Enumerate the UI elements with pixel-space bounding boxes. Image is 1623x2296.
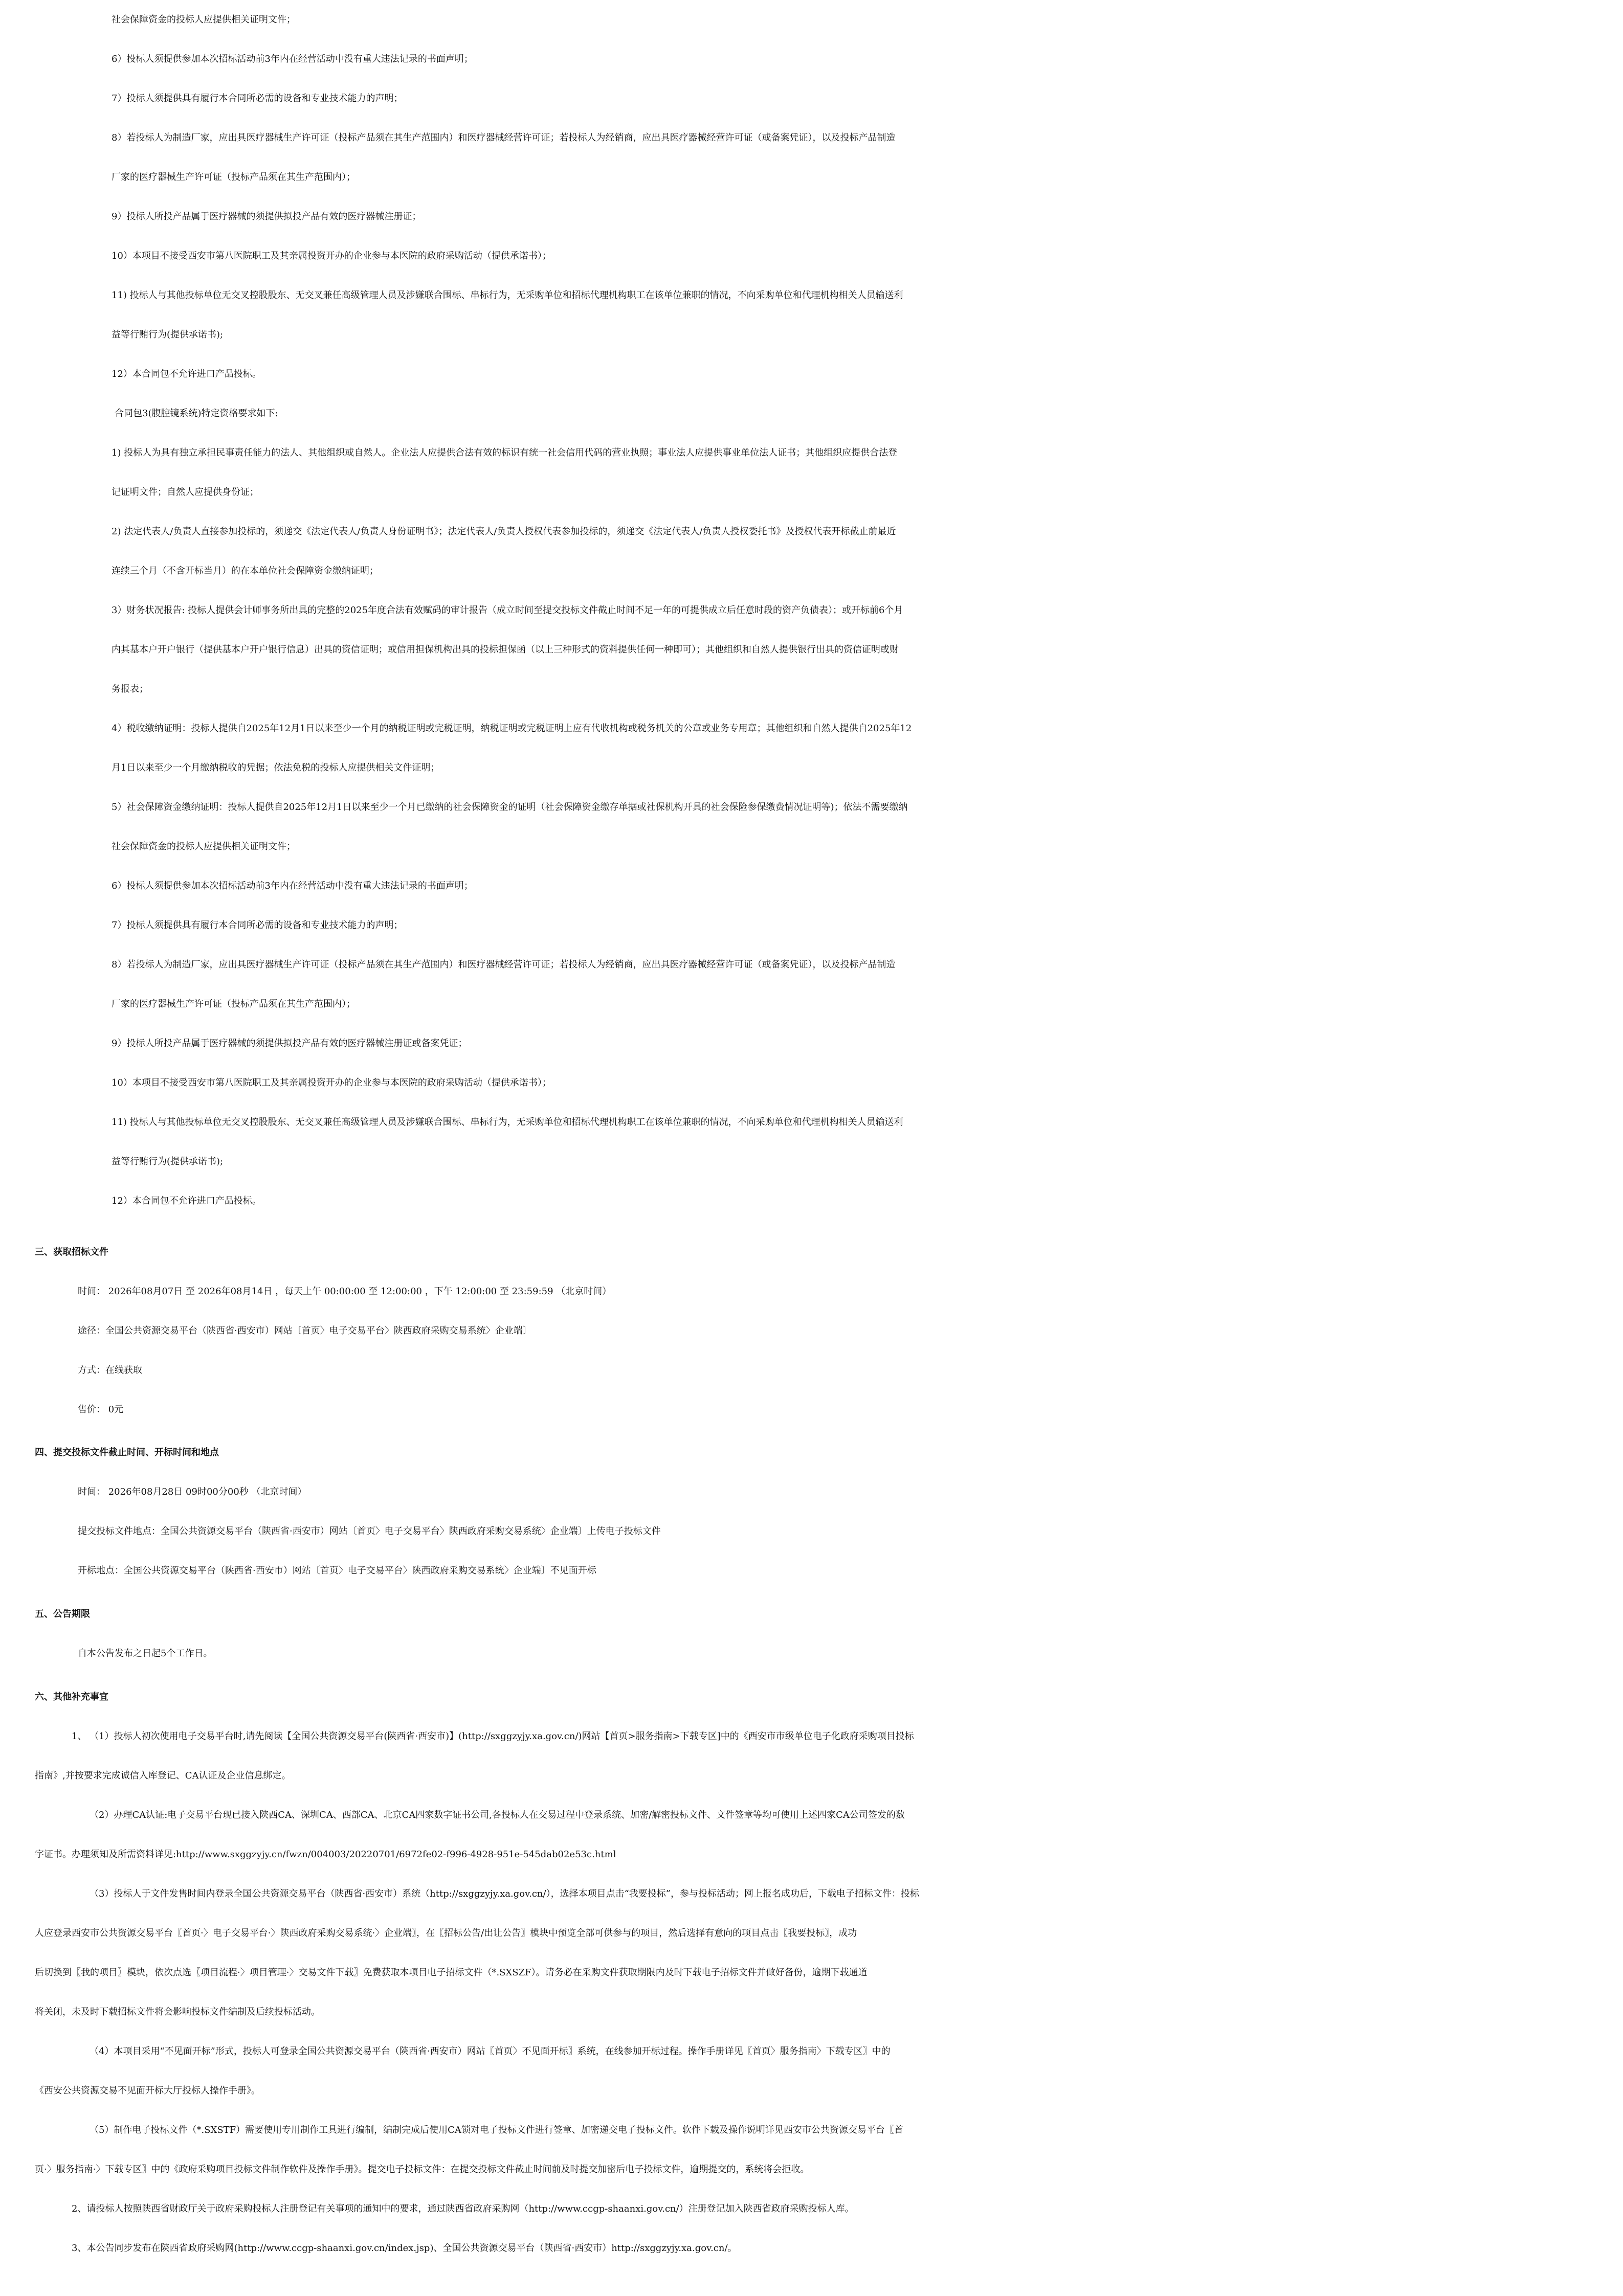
paragraph-line: 2、请投标人按照陕西省财政厅关于政府采购投标人注册登记有关事项的通知中的要求，通过陕西省政府采购网（http://www.ccgp-shaanxi.gov.cn/）注册登记加入陕西省政府采购投标人库。 (72, 2203, 854, 2214)
paragraph-line: 后切换到〖我的项目〗模块，依次点选〖项目流程·〉项目管理·〉交易文件下载〗免费获取本项目电子招标文件（*.SXSZF）。请务必在采购文件获取期限内及时下载电子招标文件并做好备份，逾期下载通道 (35, 1967, 868, 1978)
paragraph-line: （4）本项目采用“不见面开标”形式，投标人可登录全国公共资源交易平台（陕西省·西安市）网站〖首页〉不见面开标〗系统，在线参加开标过程。操作手册详见〖首页〉服务指南〉下载专区〗中的 (90, 2046, 891, 2057)
requirement-line: 5）社会保障资金缴纳证明：投标人提供自2025年12月1日以来至少一个月已缴纳的社会保障资金的证明（社会保障资金缴存单据或社保机构开具的社会保险参保缴费情况证明等)；依法不需要缴纳 (112, 802, 908, 813)
requirement-line: 6）投标人须提供参加本次招标活动前3年内在经营活动中没有重大违法记录的书面声明； (112, 881, 473, 891)
requirement-line: 社会保障资金的投标人应提供相关证明文件； (112, 14, 296, 25)
paragraph-line: 将关闭，未及时下载招标文件将会影响投标文件编制及后续投标活动。 (35, 2007, 320, 2017)
info-line: 方式：在线获取 (78, 1365, 142, 1376)
requirement-line: 记证明文件；自然人应提供身份证； (112, 487, 259, 498)
paragraph-line: 1、 （1）投标人初次使用电子交易平台时,请先阅读【全国公共资源交易平台(陕西省·西安市)】(http://sxggzyjy.xa.gov.cn/)网站【首页>服务指南>下载专区]中的《西安市市级单位电子化政府采购项目投标 (72, 1731, 914, 1742)
requirement-line: 6）投标人须提供参加本次招标活动前3年内在经营活动中没有重大违法记录的书面声明； (112, 54, 473, 64)
requirement-line: 厂家的医疗器械生产许可证（投标产品须在其生产范围内）； (112, 999, 355, 1009)
requirement-line: 厂家的医疗器械生产许可证（投标产品须在其生产范围内）； (112, 172, 355, 183)
requirement-line: 内其基本户开户银行（提供基本户开户银行信息）出具的资信证明；或信用担保机构出具的投标担保函（以上三种形式的资料提供任何一种即可）；其他组织和自然人提供银行出具的资信证明或财 (112, 644, 899, 655)
requirement-line: 8）若投标人为制造厂家，应出具医疗器械生产许可证（投标产品须在其生产范围内）和医疗器械经营许可证；若投标人为经销商，应出具医疗器械经营许可证（或备案凭证），以及投标产品制造 (112, 132, 896, 143)
paragraph-line: （2）办理CA认证:电子交易平台现已接入陕西CA、深圳CA、西部CA、北京CA四家数字证书公司,各投标人在交易过程中登录系统、加密/解密投标文件、文件签章等均可使用上述四家CA公司签发的数 (90, 1810, 905, 1820)
paragraph-line: 字证书。办理须知及所需资料详见:http://www.sxggzyjy.cn/fwzn/004003/20220701/6972fe02-f996-4928-951e-545dab02e53c.html (35, 1849, 616, 1860)
package2-requirements-continued (0, 0, 1623, 394)
requirement-line: 益等行贿行为(提供承诺书); (112, 1156, 224, 1167)
requirement-line: 4）税收缴纳证明：投标人提供自2025年12月1日以来至少一个月的纳税证明或完税证明，纳税证明或完税证明上应有代收机构或税务机关的公章或业务专用章；其他组织和自然人提供自2025年12 (112, 723, 912, 734)
info-line: 途径：全国公共资源交易平台（陕西省·西安市）网站〔首页〉电子交易平台〉陕西政府采购交易系统〉企业端〕 (78, 1325, 532, 1336)
requirement-line: 2) 法定代表人/负责人直接参加投标的，须递交《法定代表人/负责人身份证明书》；法定代表人/负责人授权代表参加投标的，须递交《法定代表人/负责人授权委托书》及授权代表开标截止前最近 (112, 526, 896, 537)
info-line: 自本公告发布之日起5个工作日。 (78, 1648, 213, 1659)
section-other-matters (0, 1677, 1623, 2268)
info-line: 提交投标文件地点：全国公共资源交易平台（陕西省·西安市）网站〔首页〉电子交易平台〉陕西政府采购交易系统〉企业端〕上传电子投标文件 (78, 1526, 661, 1537)
requirement-line: 9）投标人所投产品属于医疗器械的须提供拟投产品有效的医疗器械注册证或备案凭证； (112, 1038, 468, 1049)
requirement-line: 3）财务状况报告: 投标人提供会计师事务所出具的完整的2025年度合法有效赋码的审计报告（成立时间至提交投标文件截止时间不足一年的可提供成立后任意时段的资产负债表）；或开标前6个月 (112, 605, 903, 616)
requirement-line: 1) 投标人为具有独立承担民事责任能力的法人、其他组织或自然人。企业法人应提供合法有效的标识有统一社会信用代码的营业执照；事业法人应提供事业单位法人证书；其他组织应提供合法登 (112, 447, 898, 458)
requirement-line: 10）本项目不接受西安市第八医院职工及其亲属投资开办的企业参与本医院的政府采购活动（提供承诺书）； (112, 1077, 551, 1088)
requirement-line: 7）投标人须提供具有履行本合同所必需的设备和专业技术能力的声明； (112, 920, 403, 931)
paragraph-line: （5）制作电子投标文件（*.SXSTF）需要使用专用制作工具进行编制，编制完成后使用CA锁对电子投标文件进行签章、加密递交电子投标文件。软件下载及操作说明详见西安市公共资源交易平台〖首 (90, 2125, 903, 2135)
requirement-line: 益等行贿行为(提供承诺书); (112, 329, 224, 340)
section-notice-period (0, 1594, 1623, 1673)
requirement-line: 社会保障资金的投标人应提供相关证明文件； (112, 841, 296, 852)
paragraph-line: 页·〉服务指南·〉下载专区〗中的《政府采购项目投标文件制作软件及操作手册》。提交电子投标文件：在提交投标文件截止时间前及时提交加密后电子投标文件，逾期提交的，系统将会拒收。 (35, 2164, 810, 2175)
requirement-line: 11) 投标人与其他投标单位无交叉控股股东、无交叉兼任高级管理人员及涉嫌联合围标、串标行为，无采购单位和招标代理机构职工在该单位兼职的情况，不向采购单位和代理机构相关人员输送利 (112, 290, 903, 301)
paragraph-line: 人应登录西安市公共资源交易平台〖首页·〉电子交易平台·〉陕西政府采购交易系统·〉企业端〗，在〖招标公告/出让公告〗模块中预览全部可供参与的项目，然后选择有意向的项目点击〖我要投标〗，成功 (35, 1928, 857, 1939)
paragraph-line: 3、本公告同步发布在陕西省政府采购网(http://www.ccgp-shaanxi.gov.cn/index.jsp)、全国公共资源交易平台（陕西省·西安市）http://sxggzyjy.xa.gov.cn/。 (72, 2243, 737, 2254)
requirement-line: 月1日以来至少一个月缴纳税收的凭据；依法免税的投标人应提供相关文件证明； (112, 762, 440, 773)
section-obtain-documents (0, 1232, 1623, 1429)
requirement-line: 12）本合同包不允许进口产品投标。 (112, 1196, 261, 1206)
package3-title: 合同包3(腹腔镜系统)特定资格要求如下: (115, 408, 278, 419)
package3-requirements (0, 394, 1623, 1260)
paragraph-line: （3）投标人于文件发售时间内登录全国公共资源交易平台（陕西省·西安市）系统（http://sxggzyjy.xa.gov.cn/），选择本项目点击“我要投标”，参与投标活动；网上报名成功后，下载电子招标文件：投标 (90, 1888, 919, 1899)
section-submission-deadline (0, 1433, 1623, 1590)
requirement-line: 9）投标人所投产品属于医疗器械的须提供拟投产品有效的医疗器械注册证； (112, 211, 421, 222)
requirement-line: 7）投标人须提供具有履行本合同所必需的设备和专业技术能力的声明； (112, 93, 403, 104)
info-line: 时间： 2026年08月07日 至 2026年08月14日 ，每天上午 00:00:00 至 12:00:00 ，下午 12:00:00 至 23:59:59 （北京时间） (78, 1286, 612, 1297)
section-heading: 三、获取招标文件 (35, 1247, 108, 1257)
section-heading: 五、公告期限 (35, 1609, 90, 1619)
section-heading: 六、其他补充事宜 (35, 1692, 108, 1702)
info-line: 开标地点：全国公共资源交易平台（陕西省·西安市）网站〔首页〉电子交易平台〉陕西政府采购交易系统〉企业端〕不见面开标 (78, 1565, 596, 1576)
requirement-line: 12）本合同包不允许进口产品投标。 (112, 369, 261, 379)
requirement-line: 11) 投标人与其他投标单位无交叉控股股东、无交叉兼任高级管理人员及涉嫌联合围标、串标行为，无采购单位和招标代理机构职工在该单位兼职的情况，不向采购单位和代理机构相关人员输送利 (112, 1117, 903, 1128)
info-line: 售价： 0元 (78, 1404, 124, 1415)
requirement-line: 8）若投标人为制造厂家，应出具医疗器械生产许可证（投标产品须在其生产范围内）和医疗器械经营许可证；若投标人为经销商，应出具医疗器械经营许可证（或备案凭证），以及投标产品制造 (112, 959, 896, 970)
paragraph-line: 《西安公共资源交易不见面开标大厅投标人操作手册》。 (35, 2085, 260, 2096)
requirement-line: 连续三个月（不含开标当月）的在本单位社会保障资金缴纳证明； (112, 566, 379, 576)
paragraph-line: 指南》,并按要求完成诚信入库登记、CA认证及企业信息绑定。 (35, 1770, 291, 1781)
section-heading: 四、提交投标文件截止时间、开标时间和地点 (35, 1447, 219, 1458)
info-line: 时间： 2026年08月28日 09时00分00秒 （北京时间） (78, 1487, 307, 1497)
requirement-line: 务报表； (112, 684, 148, 694)
requirement-line: 10）本项目不接受西安市第八医院职工及其亲属投资开办的企业参与本医院的政府采购活动（提供承诺书）； (112, 251, 551, 261)
